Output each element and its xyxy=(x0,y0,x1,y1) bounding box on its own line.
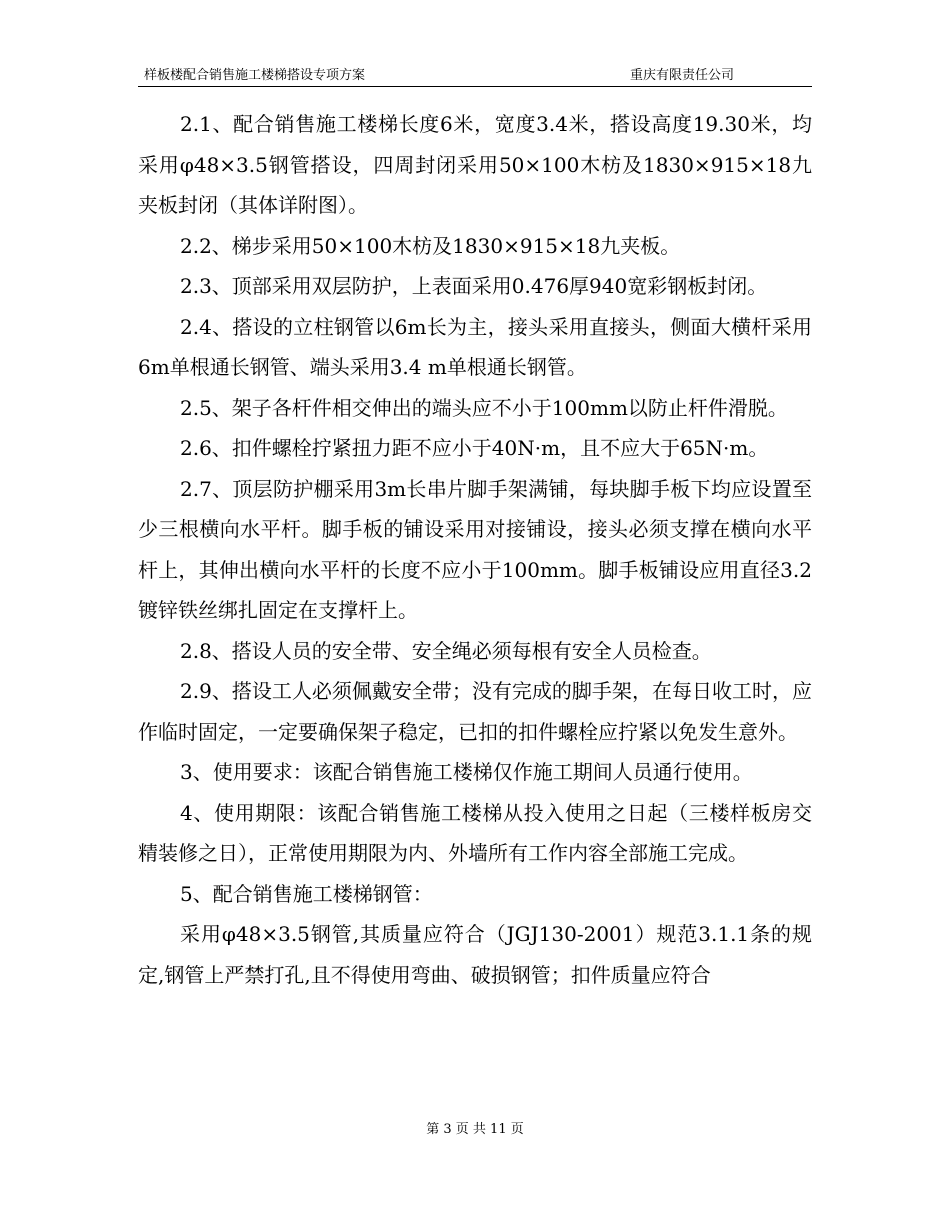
paragraph-5-body: 采用φ48×3.5钢管,其质量应符合（JGJ130-2001）规范3.1.1条的规定,钢管上严禁打孔,且不得使用弯曲、破损钢管；扣件质量应符合 xyxy=(138,922,812,987)
paragraph-2-4: 2.4、搭设的立柱钢管以6m长为主，接头采用直接头，侧面大横杆采用6m单根通长钢管、端头采用3.4 m单根通长钢管。 xyxy=(138,314,812,379)
paragraph-2-5: 2.5、架子各杆件相交伸出的端头应不小于100mm以防止杆件滑脱。 xyxy=(180,395,788,420)
paragraph-2-9: 2.9、搭设工人必须佩戴安全带；没有完成的脚手架，在每日收工时，应作临时固定，一定要确保架子稳定，已扣的扣件螺栓应拧紧以免发生意外。 xyxy=(138,679,812,744)
page-number: 第 3 页 共 11 页 xyxy=(426,1122,524,1137)
page-header xyxy=(138,64,812,87)
paragraph-2-6: 2.6、扣件螺栓拧紧扭力距不应小于40N·m，且不应大于65N·m。 xyxy=(180,436,769,460)
paragraph-2-8: 2.8、搭设人员的安全带、安全绳必须每根有安全人员检查。 xyxy=(180,638,712,663)
paragraph-3: 3、使用要求：该配合销售施工楼梯仅作施工期间人员通行使用。 xyxy=(180,760,753,784)
paragraph-2-2: 2.2、梯步采用50×100木枋及1830×915×18九夹板。 xyxy=(180,233,681,258)
header-document-title: 样板楼配合销售施工楼梯搭设专项方案 xyxy=(144,68,366,83)
paragraph-2-3: 2.3、顶部采用双层防护，上表面采用0.476厚940宽彩钢板封闭。 xyxy=(180,274,768,298)
document-body xyxy=(138,104,812,995)
header-company-name: 重庆有限责任公司 xyxy=(630,68,735,83)
paragraph-5: 5、配合销售施工楼梯钢管： xyxy=(180,881,433,906)
paragraph-4: 4、使用期限：该配合销售施工楼梯从投入使用之日起（三楼样板房交精装修之日），正常使用期限为内、外墙所有工作内容全部施工完成。 xyxy=(138,800,812,865)
paragraph-2-7: 2.7、顶层防护棚采用3m长串片脚手架满铺，每块脚手板下均应设置至少三根横向水平杆。脚手板的铺设采用对接铺设，接头必须支撑在横向水平杆上，其伸出横向水平杆的长度不应小于100mm。脚手板铺设应用直径3.2镀锌铁丝绑扎固定在支撑杆上。 xyxy=(138,476,812,622)
paragraph-2-1: 2.1、配合销售施工楼梯长度6米，宽度3.4米，搭设高度19.30米，均采用φ48×3.5钢管搭设，四周封闭采用50×100木枋及1830×915×18九夹板封闭（其体详附图）。 xyxy=(138,112,812,217)
page-footer xyxy=(0,1121,950,1139)
